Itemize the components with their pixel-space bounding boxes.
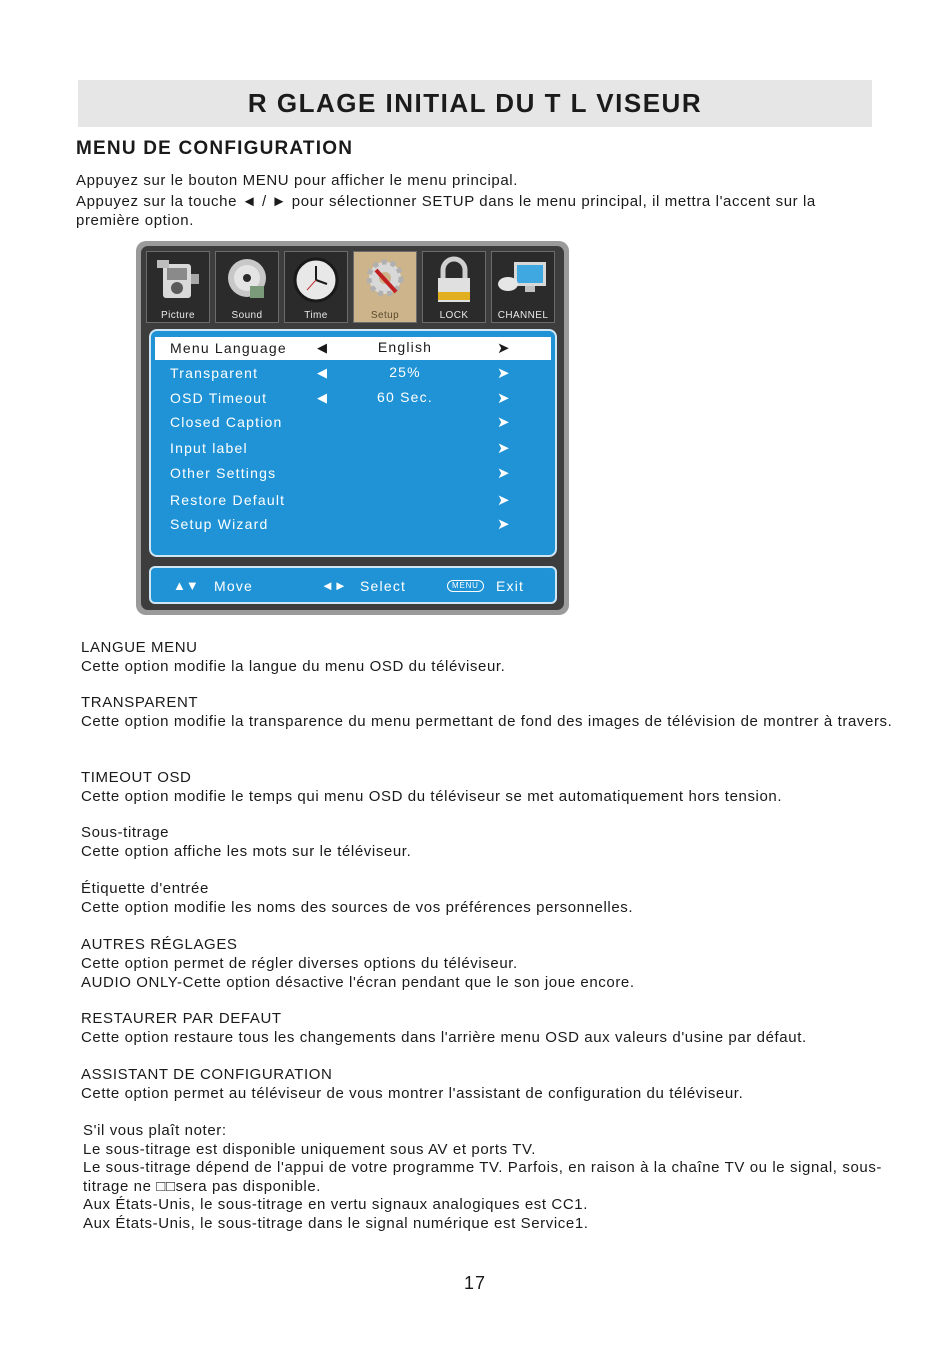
menu-row-osd-timeout[interactable] (155, 387, 551, 410)
osd-frame (141, 246, 564, 610)
row-value: 60 Sec. (377, 389, 433, 405)
desc-heading: Étiquette d'entrée (81, 880, 209, 897)
tab-picture[interactable] (146, 251, 210, 323)
tab-setup[interactable] (353, 251, 417, 323)
tab-time[interactable] (284, 251, 348, 323)
tab-label: Setup (370, 310, 400, 321)
page-title: R GLAGE INITIAL DU T L VISEUR (247, 88, 703, 118)
clock-icon (285, 254, 347, 306)
row-value: English (377, 339, 433, 355)
page-number: 17 (463, 1273, 487, 1293)
right-arrow-icon[interactable]: ➤ (497, 340, 511, 357)
tab-channel[interactable] (491, 251, 555, 323)
row-label: Transparent (170, 365, 259, 381)
desc-timeout-osd (81, 768, 911, 806)
note-line: Le sous-titrage est disponible uniquement sous AV et ports TV. (83, 1140, 537, 1158)
desc-heading: TRANSPARENT (81, 694, 199, 711)
desc-langue-menu (81, 638, 911, 676)
cd-disc-icon (216, 254, 278, 306)
gear-wrench-icon (354, 254, 416, 306)
desc-transparent (81, 693, 911, 731)
right-arrow-icon[interactable]: ➤ (497, 414, 511, 431)
row-value: 25% (389, 364, 421, 380)
right-arrow-icon[interactable]: ➤ (497, 390, 511, 407)
setup-menu-panel (149, 329, 557, 557)
desc-sous-titrage (81, 823, 911, 861)
desc-heading: RESTAURER PAR DEFAUT (81, 1010, 282, 1027)
tab-lock[interactable] (422, 251, 486, 323)
note-line: Le sous-titrage dépend de l'appui de votre programme TV. Parfois, en raison à la chaîne TV ou le signal, sous-titrage ne □□sera pas disponible. (83, 1159, 883, 1195)
left-arrow-icon[interactable]: ◀ (317, 340, 329, 355)
intro-line: Appuyez sur le bouton MENU pour afficher le menu principal. (76, 172, 519, 189)
menu-row-closed-caption[interactable] (155, 411, 551, 434)
intro-text (76, 171, 866, 232)
row-label: Input label (170, 440, 248, 456)
desc-text-extra: AUDIO ONLY-Cette option désactive l'écran pendant que le son joue encore. (81, 974, 635, 991)
right-arrow-icon[interactable]: ➤ (497, 365, 511, 382)
row-label: Restore Default (170, 492, 286, 508)
note-block (83, 1122, 883, 1234)
desc-text: Cette option modifie la langue du menu OSD du téléviseur. (81, 658, 506, 675)
menu-row-menu-language[interactable] (155, 337, 551, 360)
desc-text: Cette option modifie la transparence du menu permettant de fond des images de télévision de montrer à travers. (81, 713, 893, 730)
desc-etiquette-entree (81, 879, 911, 917)
title-bar (78, 80, 872, 127)
desc-assistant-configuration (81, 1065, 911, 1103)
menu-row-restore-default[interactable] (155, 489, 551, 512)
right-arrow-icon[interactable]: ➤ (497, 492, 511, 509)
osd-screenshot (136, 241, 569, 615)
camcorder-icon (147, 254, 209, 306)
tab-label: CHANNEL (497, 310, 549, 321)
note-line: S'il vous plaît noter: (83, 1122, 227, 1139)
left-right-icon: ◄► (321, 578, 347, 593)
desc-text: Cette option restaure tous les changements dans l'arrière menu OSD aux valeurs d'usine par défaut. (81, 1029, 807, 1046)
desc-text: Cette option permet au téléviseur de vous montrer l'assistant de configuration du téléviseur. (81, 1085, 744, 1102)
left-arrow-icon[interactable]: ◀ (317, 390, 329, 405)
tab-sound[interactable] (215, 251, 279, 323)
menu-row-other-settings[interactable] (155, 462, 551, 485)
desc-heading: ASSISTANT DE CONFIGURATION (81, 1066, 333, 1083)
right-arrow-icon[interactable]: ➤ (497, 465, 511, 482)
row-label: OSD Timeout (170, 390, 268, 406)
padlock-icon (423, 254, 485, 306)
menu-row-transparent[interactable] (155, 362, 551, 385)
desc-restaurer-par-defaut (81, 1009, 941, 1047)
row-label: Setup Wizard (170, 516, 269, 532)
menu-key-icon (447, 577, 484, 593)
desc-text: Cette option modifie le temps qui menu OSD du téléviseur se met automatiquement hors tension. (81, 788, 783, 805)
note-line: Aux États-Unis, le sous-titrage en vertu signaux analogiques est CC1. (83, 1196, 588, 1214)
desc-text: Cette option permet de régler diverses options du téléviseur. (81, 955, 518, 972)
tab-label: Time (304, 310, 328, 321)
desc-heading: Sous-titrage (81, 824, 170, 841)
desc-text: Cette option modifie les noms des sources de vos préférences personnelles. (81, 899, 634, 916)
menu-row-setup-wizard[interactable] (155, 513, 551, 536)
desc-heading: LANGUE MENU (81, 639, 198, 656)
note-line: Aux États-Unis, le sous-titrage dans le signal numérique est Service1. (83, 1214, 589, 1232)
satellite-monitor-icon (492, 254, 554, 306)
row-label: Other Settings (170, 465, 277, 481)
desc-heading: TIMEOUT OSD (81, 769, 192, 786)
left-arrow-icon[interactable]: ◀ (317, 365, 329, 380)
row-label: Menu Language (170, 340, 287, 356)
intro-line: Appuyez sur la touche ◄ / ► pour sélectionner SETUP dans le menu principal, il mettra l'accent sur la première option. (76, 193, 816, 229)
row-label: Closed Caption (170, 414, 283, 430)
menu-row-input-label[interactable] (155, 437, 551, 460)
section-heading: MENU DE CONFIGURATION (76, 138, 354, 159)
exit-hint: Exit (496, 578, 525, 594)
menu-key-label: MENU (447, 580, 484, 592)
tab-label: Sound (231, 310, 263, 321)
select-hint: Select (360, 578, 407, 594)
up-down-icon: ▲▼ (173, 578, 199, 593)
move-hint: Move (214, 578, 254, 594)
osd-footer (149, 566, 557, 604)
desc-heading: AUTRES RÉGLAGES (81, 936, 238, 953)
desc-text: Cette option affiche les mots sur le téléviseur. (81, 843, 412, 860)
tab-label: LOCK (439, 310, 469, 321)
tab-label: Picture (161, 310, 195, 321)
right-arrow-icon[interactable]: ➤ (497, 516, 511, 533)
desc-autres-reglages (81, 935, 911, 992)
right-arrow-icon[interactable]: ➤ (497, 440, 511, 457)
